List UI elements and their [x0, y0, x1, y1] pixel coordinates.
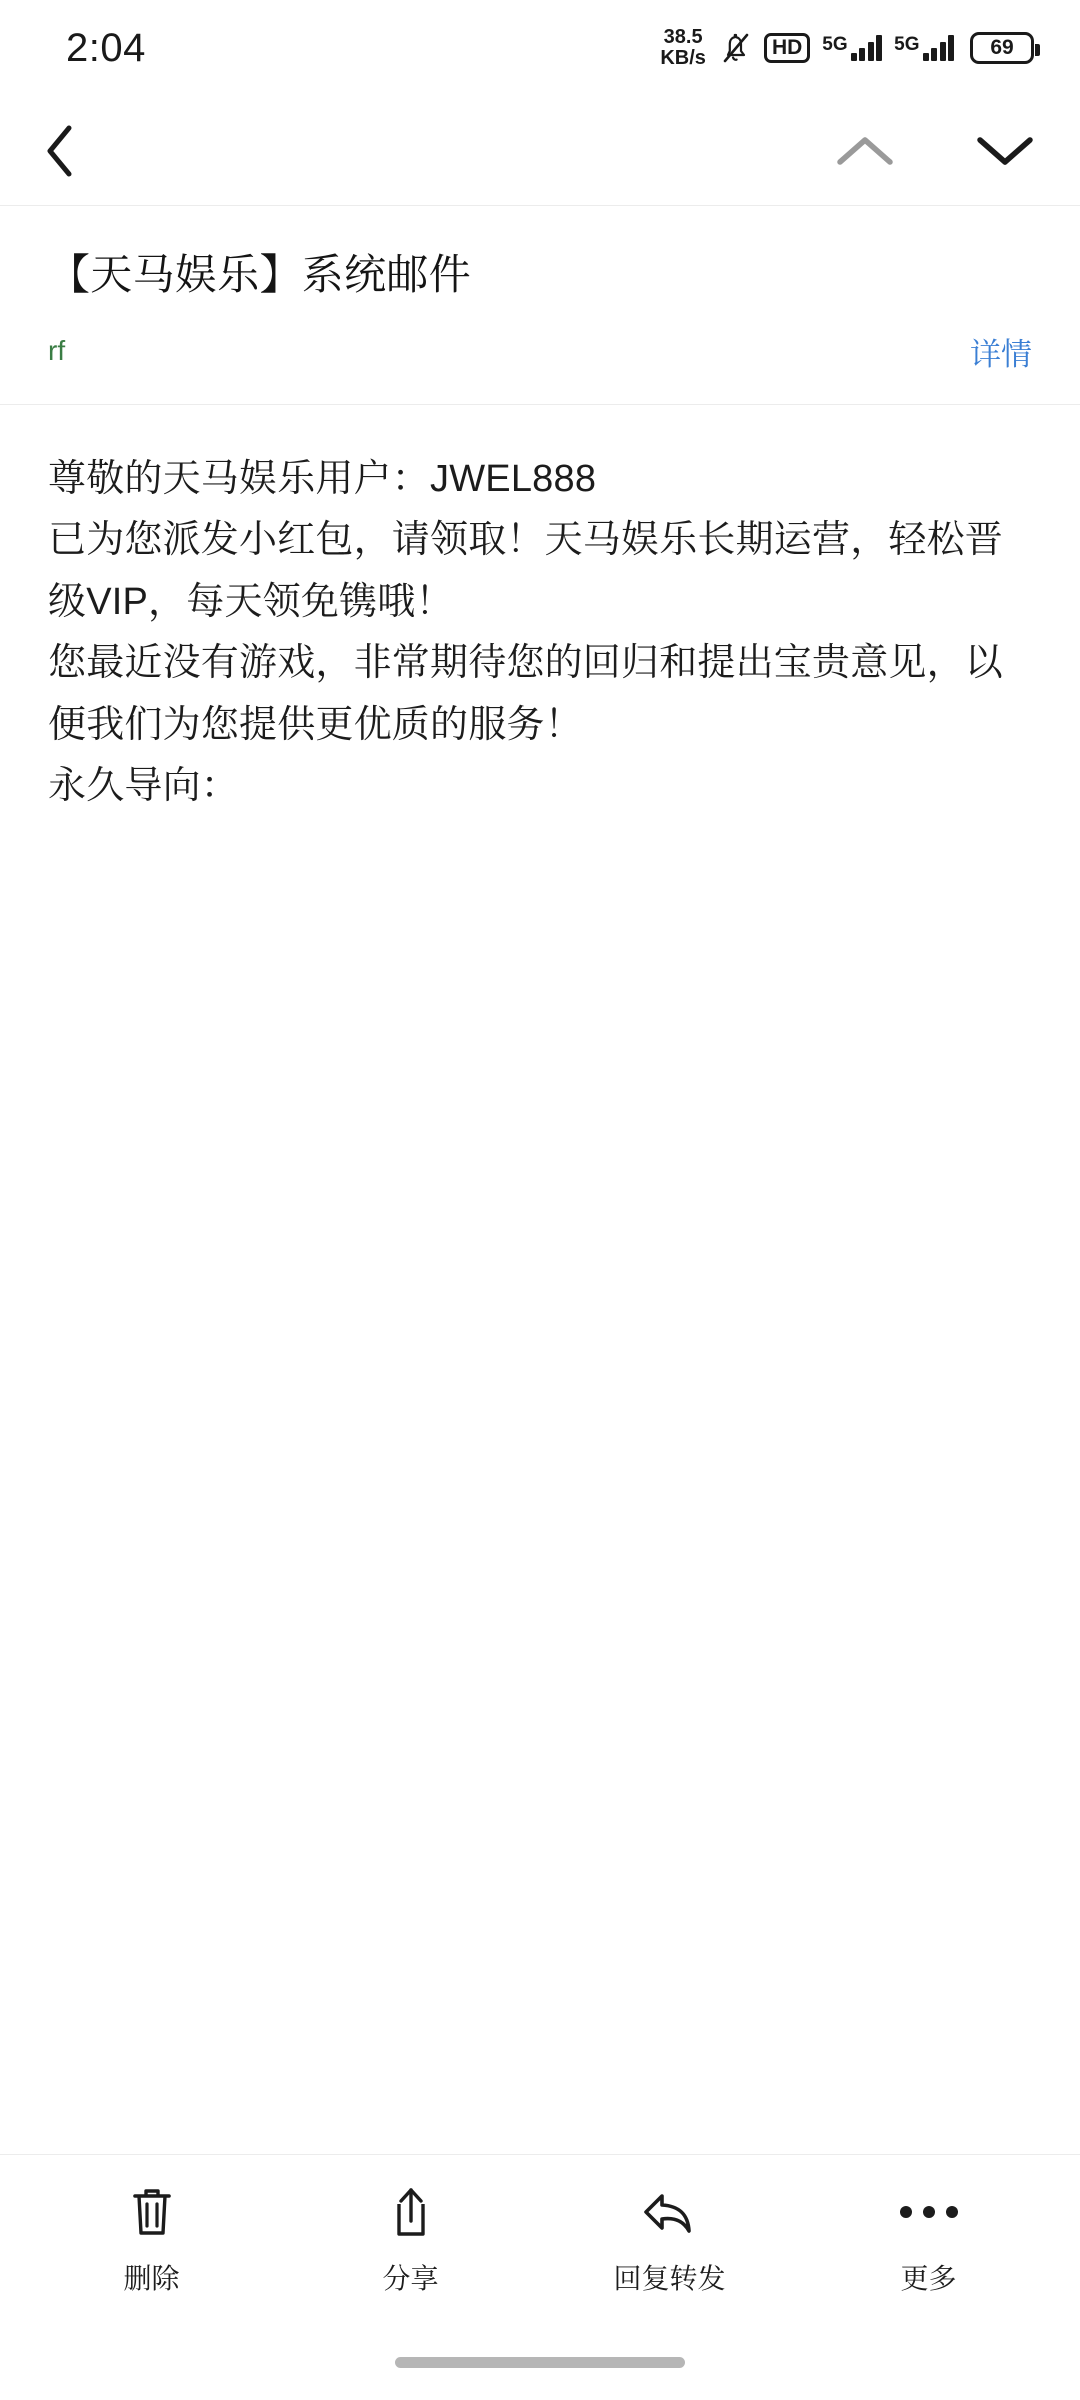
mail-sender: rf	[48, 335, 66, 367]
network-speed-value: 38.5	[663, 26, 703, 49]
network-speed-unit: KB/s	[660, 47, 706, 69]
hd-voice-icon: HD	[764, 33, 810, 63]
mail-body-line: 永久导向：	[48, 765, 240, 808]
battery-percent: 69	[990, 36, 1014, 59]
chevron-down-icon	[974, 132, 1036, 170]
mail-body	[0, 405, 1080, 2154]
sim2-network-label: 5G	[894, 34, 920, 55]
share-label: 分享	[382, 2262, 439, 2294]
next-message-button[interactable]	[970, 116, 1040, 186]
gesture-area	[0, 2324, 1080, 2400]
share-icon	[387, 2183, 435, 2241]
more-button[interactable]	[799, 2155, 1058, 2324]
mail-details-link[interactable]: 详情	[970, 336, 1032, 372]
navigation-bar	[0, 96, 1080, 206]
previous-message-button[interactable]	[830, 116, 900, 186]
delete-label: 删除	[123, 2262, 180, 2294]
battery-icon	[970, 32, 1034, 64]
sim1-signal-icon	[822, 35, 882, 61]
mail-body-line: 已为您派发小红包，请领取！天马娱乐长期运营，轻松晋级VIP，每天领免镌哦！	[48, 519, 1004, 623]
status-time: 2:04	[66, 25, 146, 70]
mail-body-line: 您最近没有游戏，非常期待您的回归和提出宝贵意见，以便我们为您提供更优质的服务！	[48, 642, 1004, 746]
sim1-network-label: 5G	[822, 34, 848, 55]
chevron-left-icon	[43, 122, 77, 180]
sim2-bars	[923, 35, 955, 61]
chevron-up-icon	[834, 132, 896, 170]
bottom-toolbar	[0, 2154, 1080, 2324]
reply-forward-icon	[640, 2183, 700, 2241]
message-pager	[830, 96, 1040, 206]
mail-body-line: 尊敬的天马娱乐用户：JWEL888	[48, 457, 597, 500]
status-icons	[660, 27, 1034, 68]
trash-icon	[128, 2183, 176, 2241]
mail-subject: 【天马娱乐】系统邮件	[48, 251, 472, 298]
more-dots-icon	[900, 2183, 958, 2241]
more-label: 更多	[900, 2262, 957, 2294]
network-speed-indicator	[660, 27, 706, 68]
mail-header	[0, 206, 1080, 405]
delete-button[interactable]	[22, 2155, 281, 2324]
bell-muted-icon	[720, 31, 752, 65]
home-gesture-bar[interactable]	[395, 2357, 685, 2368]
mail-meta-row	[48, 303, 1032, 404]
sim1-bars	[851, 35, 883, 61]
back-button[interactable]	[0, 96, 120, 206]
status-bar	[0, 0, 1080, 96]
share-button[interactable]	[281, 2155, 540, 2324]
reply-forward-button[interactable]	[540, 2155, 799, 2324]
sim2-signal-icon	[894, 35, 954, 61]
reply-forward-label: 回复转发	[613, 2262, 726, 2294]
